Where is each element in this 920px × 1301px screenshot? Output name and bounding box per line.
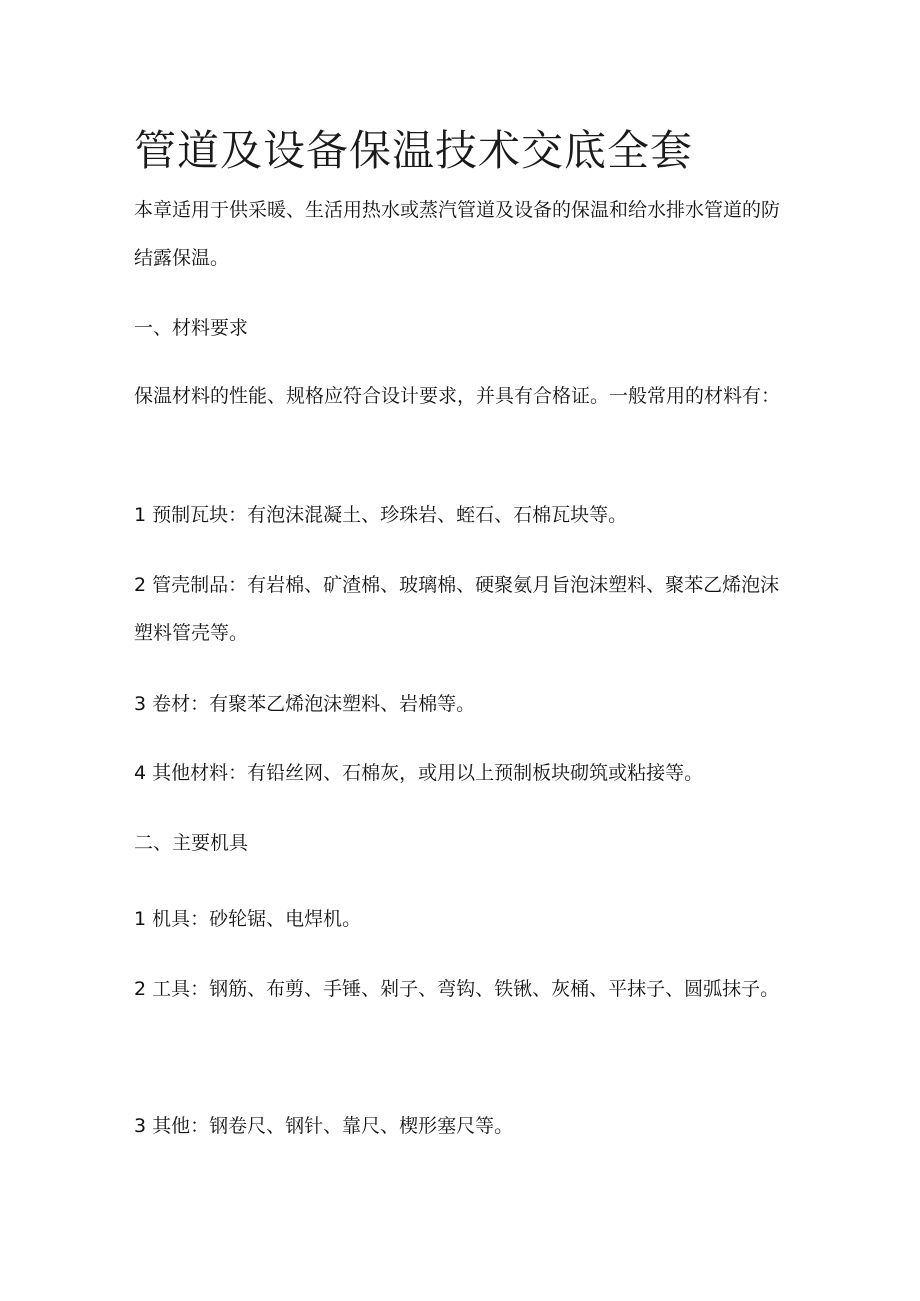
materials-item-1: 1 预制瓦块：有泡沫混凝土、珍珠岩、蛭石、石棉瓦块等。: [134, 504, 628, 526]
section-heading-tools: 二、主要机具: [134, 832, 249, 854]
tools-item-3: 3 其他：钢卷尺、钢针、靠尺、楔形塞尺等。: [134, 1115, 514, 1137]
tools-item-2: 2 工具：钢筋、布剪、手锤、剁子、弯钩、铁锹、灰桶、平抹子、圆弧抹子。: [134, 978, 780, 1000]
tools-item-1: 1 机具：砂轮锯、电焊机。: [134, 908, 362, 930]
materials-item-4: 4 其他材料：有铅丝网、石棉灰，或用以上预制板块砌筑或粘接等。: [134, 762, 704, 784]
materials-requirement-paragraph: 保温材料的性能、规格应符合设计要求，并具有合格证。一般常用的材料有：: [134, 385, 781, 407]
materials-item-3: 3 卷材：有聚苯乙烯泡沫塑料、岩棉等。: [134, 693, 476, 715]
intro-paragraph: 本章适用于供采暖、生活用热水或蒸汽管道及设备的保温和给水排水管道的防结露保温。: [134, 199, 781, 269]
document-title: 管道及设备保温技术交底全套: [134, 126, 694, 175]
materials-item-2: 2 管壳制品：有岩棉、矿渣棉、玻璃棉、硬聚氨月旨泡沫塑料、聚苯乙烯泡沫塑料管壳等。: [134, 574, 780, 644]
section-heading-materials: 一、材料要求: [134, 317, 249, 339]
